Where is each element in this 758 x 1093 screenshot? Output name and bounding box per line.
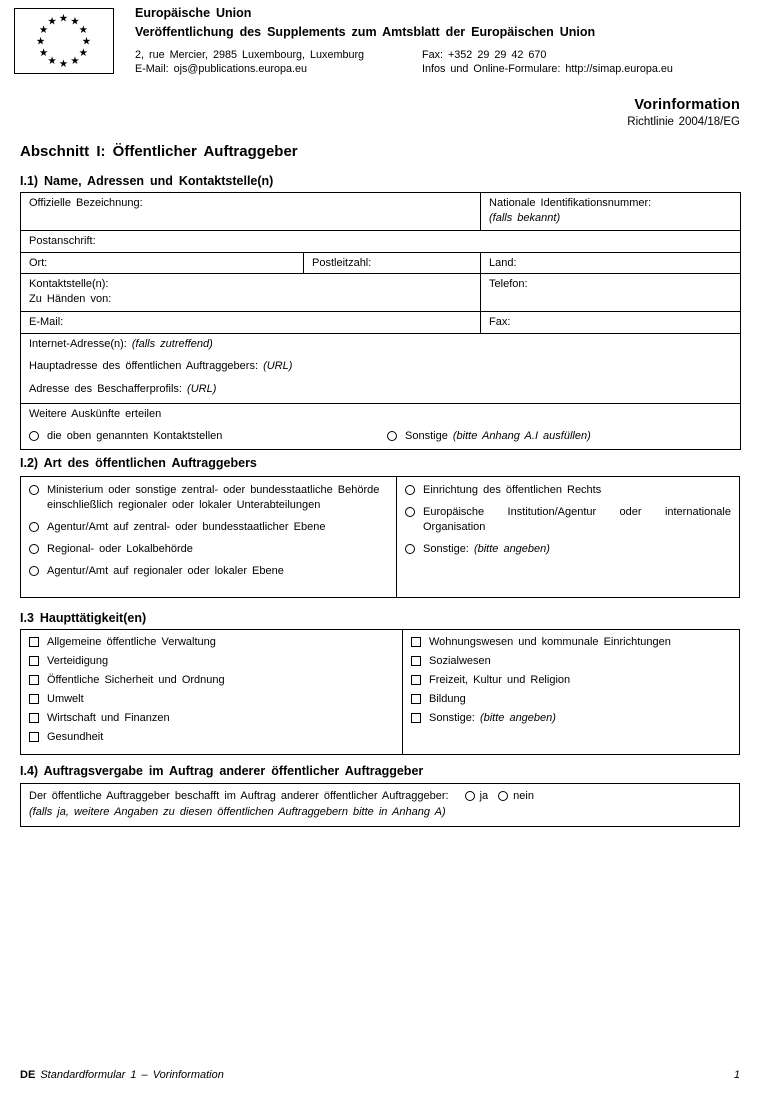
field-phone [481, 274, 741, 312]
eu-star-icon: ★ [47, 15, 57, 28]
field-label: E-Mail: [29, 316, 64, 328]
i1-table [20, 192, 741, 450]
radio-icon[interactable] [29, 544, 39, 554]
eu-star-icon: ★ [35, 35, 46, 48]
i2-heading: I.2) Art des öffentlichen Auftraggebers [20, 456, 257, 470]
i2-right-column [396, 477, 739, 597]
option-note: (bitte angeben) [473, 543, 550, 555]
field-label: Adresse des Beschafferprofils: [29, 382, 182, 395]
radio-option-eu-institution[interactable] [405, 505, 731, 535]
field-country [481, 252, 741, 274]
header-fax: Fax: +352 29 29 42 670 [422, 49, 547, 61]
checkbox-icon[interactable] [29, 656, 39, 666]
radio-icon-yes[interactable] [465, 791, 475, 801]
radio-icon-no[interactable] [498, 791, 508, 801]
table-row [21, 193, 741, 231]
field-contact [21, 274, 481, 312]
header-address: 2, rue Mercier, 2985 Luxembourg, Luxemburg [135, 49, 365, 61]
field-label: Land: [489, 256, 517, 269]
option-label: Freizeit, Kultur und Religion [429, 674, 571, 686]
field-further-info [21, 403, 741, 449]
checkbox-option-economy-finance[interactable] [29, 712, 394, 726]
radio-icon[interactable] [29, 522, 39, 532]
eu-star-icon: ★ [78, 23, 89, 36]
checkbox-option-housing[interactable] [411, 636, 731, 650]
option-label: Verteidigung [47, 655, 109, 667]
radio-icon[interactable] [29, 431, 39, 441]
field-label: Offizielle Bezeichnung: [29, 197, 143, 209]
footer-form-name: Standardformular 1 – Vorinformation [40, 1069, 224, 1081]
table-row [21, 252, 741, 274]
field-official-name [21, 193, 481, 231]
yes-label: ja [479, 790, 489, 802]
footer-form-id [20, 1069, 224, 1081]
option-label: Umwelt [47, 693, 84, 705]
eu-star-icon: ★ [70, 55, 80, 68]
checkbox-option-environment[interactable] [29, 693, 394, 707]
option-label [423, 542, 731, 557]
i4-note: (falls ja, weitere Angaben zu diesen öffentlichen Auftraggebern bitte in Anhang A) [29, 806, 446, 818]
i2-box [20, 476, 740, 598]
table-row [21, 333, 741, 403]
field-internet [21, 333, 741, 403]
option-label: Ministerium oder sonstige zentral- oder bundesstaatliche Behörde einschließlich regionaler oder lokaler Unterabteilungen [47, 484, 380, 511]
further-info-options [29, 429, 732, 444]
radio-option-national-agency[interactable] [29, 520, 388, 535]
option-label: Agentur/Amt auf zentral- oder bundesstaatlicher Ebene [47, 521, 326, 533]
radio-option-other-type[interactable] [405, 542, 731, 557]
field-postcode [304, 252, 481, 274]
checkbox-icon[interactable] [411, 637, 421, 647]
radio-option-regional-agency[interactable] [29, 564, 388, 579]
eu-star-icon: ★ [78, 46, 89, 59]
eu-star-icon: ★ [70, 15, 80, 28]
checkbox-icon[interactable] [29, 713, 39, 723]
field-label: Kontaktstelle(n): [29, 278, 109, 290]
option-note: (bitte angeben) [479, 712, 556, 724]
radio-icon[interactable] [29, 485, 39, 495]
section-heading: Abschnitt I: Öffentlicher Auftraggeber [20, 143, 298, 160]
option-label-text: Sonstige: [429, 712, 475, 724]
field-label: Postleitzahl: [312, 256, 372, 269]
checkbox-icon[interactable] [411, 713, 421, 723]
radio-option-public-law-body[interactable] [405, 483, 731, 498]
field-note: (falls zutreffend) [131, 337, 213, 350]
i3-box [20, 629, 740, 755]
no-label: nein [513, 790, 534, 802]
i3-right-column [402, 630, 739, 754]
radio-icon[interactable] [405, 485, 415, 495]
option-label [405, 429, 591, 444]
field-label: Postanschrift: [29, 235, 96, 247]
option-label: Agentur/Amt auf regionaler oder lokaler Ebene [47, 565, 284, 577]
radio-icon[interactable] [405, 544, 415, 554]
checkbox-option-other-activity[interactable] [411, 712, 731, 726]
eu-star-icon: ★ [47, 55, 57, 68]
table-row [21, 312, 741, 334]
field-national-id [481, 193, 741, 231]
eu-star-icon: ★ [58, 12, 69, 25]
field-fax [481, 312, 741, 334]
radio-icon[interactable] [405, 507, 415, 517]
table-row [21, 403, 741, 449]
radio-icon[interactable] [387, 431, 397, 441]
field-email [21, 312, 481, 334]
option-label: Gesundheit [47, 731, 104, 743]
radio-option-regional-authority[interactable] [29, 542, 388, 557]
eu-star-icon: ★ [58, 58, 69, 71]
i4-statement-row [29, 788, 731, 804]
eu-star-icon: ★ [38, 23, 49, 36]
i3-left-column [21, 630, 402, 754]
field-label: Hauptadresse des öffentlichen Auftraggebers: [29, 360, 259, 372]
footer-page-number: 1 [733, 1069, 740, 1081]
eu-star-icon: ★ [81, 35, 92, 48]
header-info-url: Infos und Online-Formulare: http://simap.europa.eu [422, 63, 673, 75]
radio-option-other[interactable] [387, 429, 591, 444]
option-note: (bitte Anhang A.I ausfüllen) [452, 430, 591, 442]
checkbox-icon[interactable] [29, 675, 39, 685]
checkbox-option-defence[interactable] [29, 655, 394, 669]
checkbox-option-health[interactable] [29, 731, 394, 745]
radio-option-ministry[interactable] [29, 483, 388, 513]
option-label: Einrichtung des öffentlichen Rechts [423, 484, 602, 496]
radio-icon[interactable] [29, 566, 39, 576]
field-postal [21, 231, 741, 253]
field-note: (falls bekannt) [489, 211, 561, 224]
table-row [21, 231, 741, 253]
i1-heading: I.1) Name, Adressen und Kontaktstelle(n) [20, 174, 274, 188]
doc-directive: Richtlinie 2004/18/EG [627, 116, 740, 128]
checkbox-icon[interactable] [29, 694, 39, 704]
option-label: Europäische Institution/Agentur oder internationale Organisation [423, 506, 731, 533]
field-label: Internet-Adresse(n): [29, 337, 127, 350]
option-label: Bildung [429, 693, 466, 705]
eu-flag-logo [14, 8, 114, 74]
option-label: Regional- oder Lokalbehörde [47, 543, 193, 555]
radio-option-contact-points[interactable] [29, 429, 387, 444]
checkbox-option-general-services[interactable] [29, 636, 394, 650]
field-label: Telefon: [489, 278, 528, 290]
checkbox-option-education[interactable] [411, 693, 731, 707]
field-label: Fax: [489, 316, 511, 328]
header-org: Europäische Union [135, 6, 252, 20]
option-label: Wirtschaft und Finanzen [47, 712, 170, 724]
option-label: Öffentliche Sicherheit und Ordnung [47, 674, 225, 686]
field-city [21, 252, 304, 274]
i3-heading: I.3 Haupttätigkeit(en) [20, 611, 147, 625]
option-label-text: Sonstige [405, 430, 448, 442]
option-label: Sozialwesen [429, 655, 491, 667]
table-row [21, 274, 741, 312]
i4-box [20, 783, 740, 827]
footer-lang: DE [20, 1069, 36, 1081]
field-label: Nationale Identifikationsnummer: [489, 197, 652, 209]
checkbox-icon[interactable] [411, 675, 421, 685]
header-email: E-Mail: ojs@publications.europa.eu [135, 63, 308, 75]
option-label: Wohnungswesen und kommunale Einrichtungen [429, 636, 671, 648]
option-label: die oben genannten Kontaktstellen [47, 430, 223, 442]
checkbox-icon[interactable] [411, 694, 421, 704]
eu-star-icon: ★ [38, 46, 49, 59]
option-label-text: Sonstige: [423, 543, 469, 555]
i4-statement: Der öffentliche Auftraggeber beschafft im Auftrag anderer öffentlicher Auftraggeber: [29, 790, 449, 802]
checkbox-option-social[interactable] [411, 655, 731, 669]
field-label: Zu Händen von: [29, 292, 112, 305]
option-label [429, 712, 731, 726]
checkbox-icon[interactable] [29, 732, 39, 742]
eu-stars-icon [15, 9, 112, 72]
i4-heading: I.4) Auftragsvergabe im Auftrag anderer öffentlicher Auftraggeber [20, 764, 424, 778]
field-label: Ort: [29, 256, 48, 269]
checkbox-icon[interactable] [29, 637, 39, 647]
checkbox-icon[interactable] [411, 656, 421, 666]
field-note: (URL) [263, 360, 293, 372]
checkbox-option-recreation-culture[interactable] [411, 674, 731, 688]
header-publication: Veröffentlichung des Supplements zum Amtsblatt der Europäischen Union [135, 25, 596, 39]
doc-title: Vorinformation [634, 97, 740, 113]
field-label: Weitere Auskünfte erteilen [29, 407, 162, 420]
option-label: Allgemeine öffentliche Verwaltung [47, 636, 216, 648]
checkbox-option-public-order[interactable] [29, 674, 394, 688]
field-note: (URL) [187, 382, 217, 395]
i2-left-column [21, 477, 396, 597]
